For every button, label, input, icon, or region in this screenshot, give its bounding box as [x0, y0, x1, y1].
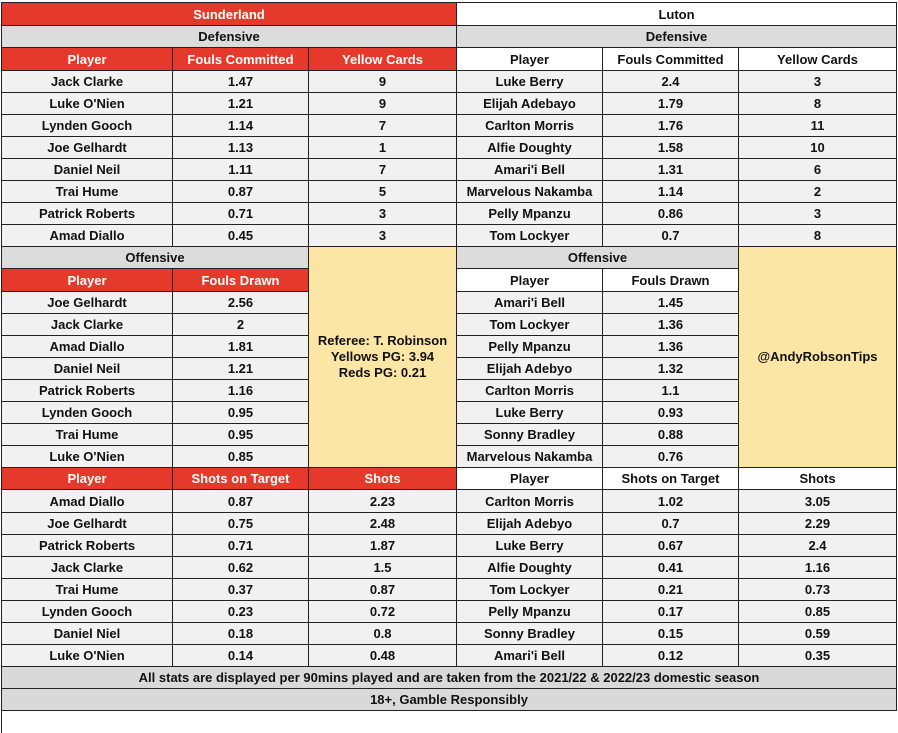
away-shots-sot: 1.02 — [603, 490, 739, 513]
away-def-yellows: 10 — [739, 137, 897, 159]
away-off-player: Carlton Morris — [457, 380, 603, 402]
away-shots-player: Tom Lockyer — [457, 579, 603, 601]
home-off-player: Joe Gelhardt — [2, 292, 173, 314]
home-shots-sot: 0.23 — [173, 601, 309, 623]
away-def-header-fouls: Fouls Committed — [603, 48, 739, 71]
home-off-drawn: 1.16 — [173, 380, 309, 402]
home-shots-shots: 0.8 — [309, 623, 457, 645]
away-off-header-player: Player — [457, 269, 603, 292]
away-off-drawn: 0.76 — [603, 446, 739, 468]
away-def-player: Marvelous Nakamba — [457, 181, 603, 203]
home-shots-shots: 0.48 — [309, 645, 457, 667]
away-off-player: Sonny Bradley — [457, 424, 603, 446]
home-def-fouls: 1.11 — [173, 159, 309, 181]
away-shots-player: Amari'i Bell — [457, 645, 603, 667]
home-shots-header-sot: Shots on Target — [173, 468, 309, 490]
home-def-header-yellows: Yellow Cards — [309, 48, 457, 71]
away-shots-player: Alfie Doughty — [457, 557, 603, 579]
home-def-yellows: 5 — [309, 181, 457, 203]
away-def-player: Pelly Mpanzu — [457, 203, 603, 225]
home-shots-player: Daniel Niel — [2, 623, 173, 645]
away-def-yellows: 2 — [739, 181, 897, 203]
away-off-drawn: 0.88 — [603, 424, 739, 446]
away-def-fouls: 1.31 — [603, 159, 739, 181]
home-off-player: Amad Diallo — [2, 336, 173, 358]
away-def-fouls: 2.4 — [603, 71, 739, 93]
home-def-fouls: 0.71 — [173, 203, 309, 225]
referee-yellows: Yellows PG: 3.94 — [330, 349, 435, 364]
away-def-fouls: 1.79 — [603, 93, 739, 115]
referee-reds: Reds PG: 0.21 — [338, 365, 427, 380]
home-shots-shots: 2.48 — [309, 513, 457, 535]
away-off-player: Tom Lockyer — [457, 314, 603, 336]
away-def-player: Alfie Doughty — [457, 137, 603, 159]
home-off-drawn: 2 — [173, 314, 309, 336]
home-shots-shots: 1.5 — [309, 557, 457, 579]
away-def-fouls: 0.86 — [603, 203, 739, 225]
away-off-drawn: 1.45 — [603, 292, 739, 314]
away-off-player: Amari'i Bell — [457, 292, 603, 314]
away-shots-sot: 0.15 — [603, 623, 739, 645]
home-shots-player: Trai Hume — [2, 579, 173, 601]
home-off-header-drawn: Fouls Drawn — [173, 269, 309, 292]
home-off-player: Lynden Gooch — [2, 402, 173, 424]
away-def-yellows: 8 — [739, 93, 897, 115]
home-shots-sot: 0.75 — [173, 513, 309, 535]
home-def-fouls: 1.14 — [173, 115, 309, 137]
home-off-drawn: 0.95 — [173, 424, 309, 446]
home-shots-player: Amad Diallo — [2, 490, 173, 513]
away-def-player: Elijah Adebayo — [457, 93, 603, 115]
home-def-player: Patrick Roberts — [2, 203, 173, 225]
away-shots-shots: 0.59 — [739, 623, 897, 645]
away-shots-header-shots: Shots — [739, 468, 897, 490]
home-shots-player: Joe Gelhardt — [2, 513, 173, 535]
home-defensive-title: Defensive — [2, 26, 457, 48]
away-def-yellows: 3 — [739, 71, 897, 93]
away-shots-shots: 3.05 — [739, 490, 897, 513]
away-off-drawn: 1.1 — [603, 380, 739, 402]
away-off-drawn: 0.93 — [603, 402, 739, 424]
away-def-player: Luke Berry — [457, 71, 603, 93]
away-shots-sot: 0.21 — [603, 579, 739, 601]
away-def-header-yellows: Yellow Cards — [739, 48, 897, 71]
home-shots-sot: 0.37 — [173, 579, 309, 601]
home-shots-header-player: Player — [2, 468, 173, 490]
away-def-header-player: Player — [457, 48, 603, 71]
home-off-drawn: 0.85 — [173, 446, 309, 468]
home-def-yellows: 1 — [309, 137, 457, 159]
away-defensive-title: Defensive — [457, 26, 897, 48]
away-def-fouls: 0.7 — [603, 225, 739, 247]
away-shots-sot: 0.12 — [603, 645, 739, 667]
home-offensive-title: Offensive — [2, 247, 309, 269]
away-off-drawn: 1.36 — [603, 336, 739, 358]
away-def-yellows: 8 — [739, 225, 897, 247]
home-shots-sot: 0.71 — [173, 535, 309, 557]
away-shots-sot: 0.41 — [603, 557, 739, 579]
home-def-fouls: 1.47 — [173, 71, 309, 93]
away-offensive-title: Offensive — [457, 247, 739, 269]
home-def-player: Jack Clarke — [2, 71, 173, 93]
home-def-fouls: 0.87 — [173, 181, 309, 203]
away-off-header-drawn: Fouls Drawn — [603, 269, 739, 292]
home-def-player: Lynden Gooch — [2, 115, 173, 137]
away-off-player: Pelly Mpanzu — [457, 336, 603, 358]
home-def-header-player: Player — [2, 48, 173, 71]
footer-note: All stats are displayed per 90mins played and are taken from the 2021/22 & 2022/23 domestic season — [2, 667, 897, 689]
home-off-player: Trai Hume — [2, 424, 173, 446]
away-shots-player: Pelly Mpanzu — [457, 601, 603, 623]
home-shots-sot: 0.87 — [173, 490, 309, 513]
referee-box — [309, 247, 457, 468]
away-def-fouls: 1.76 — [603, 115, 739, 137]
home-off-player: Jack Clarke — [2, 314, 173, 336]
home-shots-sot: 0.62 — [173, 557, 309, 579]
away-shots-player: Sonny Bradley — [457, 623, 603, 645]
home-def-yellows: 3 — [309, 225, 457, 247]
away-shots-sot: 0.67 — [603, 535, 739, 557]
home-def-yellows: 9 — [309, 71, 457, 93]
away-def-yellows: 3 — [739, 203, 897, 225]
home-shots-sot: 0.18 — [173, 623, 309, 645]
away-shots-sot: 0.17 — [603, 601, 739, 623]
away-shots-player: Luke Berry — [457, 535, 603, 557]
home-off-drawn: 1.81 — [173, 336, 309, 358]
away-shots-shots: 0.85 — [739, 601, 897, 623]
home-def-yellows: 9 — [309, 93, 457, 115]
home-def-yellows: 7 — [309, 159, 457, 181]
home-shots-sot: 0.14 — [173, 645, 309, 667]
home-def-player: Amad Diallo — [2, 225, 173, 247]
home-off-header-player: Player — [2, 269, 173, 292]
away-shots-player: Carlton Morris — [457, 490, 603, 513]
away-def-player: Tom Lockyer — [457, 225, 603, 247]
home-def-header-fouls: Fouls Committed — [173, 48, 309, 71]
handle-box: @AndyRobsonTips — [739, 247, 897, 468]
home-team-title: Sunderland — [2, 3, 457, 26]
away-off-player: Luke Berry — [457, 402, 603, 424]
away-off-player: Elijah Adebyo — [457, 358, 603, 380]
away-shots-shots: 0.35 — [739, 645, 897, 667]
home-shots-shots: 1.87 — [309, 535, 457, 557]
home-shots-shots: 0.87 — [309, 579, 457, 601]
away-def-fouls: 1.14 — [603, 181, 739, 203]
home-def-yellows: 3 — [309, 203, 457, 225]
home-def-fouls: 0.45 — [173, 225, 309, 247]
home-shots-shots: 2.23 — [309, 490, 457, 513]
away-def-yellows: 11 — [739, 115, 897, 137]
away-off-drawn: 1.32 — [603, 358, 739, 380]
home-shots-shots: 0.72 — [309, 601, 457, 623]
home-shots-player: Jack Clarke — [2, 557, 173, 579]
footer-disclaimer: 18+, Gamble Responsibly — [2, 689, 897, 711]
referee-name: Referee: T. Robinson — [317, 333, 448, 348]
away-def-yellows: 6 — [739, 159, 897, 181]
home-off-drawn: 0.95 — [173, 402, 309, 424]
away-team-title: Luton — [457, 3, 897, 26]
home-off-player: Daniel Neil — [2, 358, 173, 380]
home-def-player: Luke O'Nien — [2, 93, 173, 115]
home-def-player: Daniel Neil — [2, 159, 173, 181]
away-shots-shots: 2.4 — [739, 535, 897, 557]
home-shots-header-shots: Shots — [309, 468, 457, 490]
home-def-fouls: 1.21 — [173, 93, 309, 115]
home-off-player: Luke O'Nien — [2, 446, 173, 468]
home-def-player: Joe Gelhardt — [2, 137, 173, 159]
away-shots-shots: 2.29 — [739, 513, 897, 535]
away-shots-player: Elijah Adebyo — [457, 513, 603, 535]
away-def-player: Carlton Morris — [457, 115, 603, 137]
home-def-player: Trai Hume — [2, 181, 173, 203]
away-shots-header-player: Player — [457, 468, 603, 490]
away-shots-shots: 1.16 — [739, 557, 897, 579]
home-off-drawn: 2.56 — [173, 292, 309, 314]
home-shots-player: Lynden Gooch — [2, 601, 173, 623]
stats-grid — [1, 2, 897, 733]
away-def-player: Amari'i Bell — [457, 159, 603, 181]
away-shots-shots: 0.73 — [739, 579, 897, 601]
home-shots-player: Luke O'Nien — [2, 645, 173, 667]
away-off-drawn: 1.36 — [603, 314, 739, 336]
home-def-yellows: 7 — [309, 115, 457, 137]
away-shots-header-sot: Shots on Target — [603, 468, 739, 490]
away-def-fouls: 1.58 — [603, 137, 739, 159]
home-def-fouls: 1.13 — [173, 137, 309, 159]
home-off-player: Patrick Roberts — [2, 380, 173, 402]
home-shots-player: Patrick Roberts — [2, 535, 173, 557]
away-shots-sot: 0.7 — [603, 513, 739, 535]
home-off-drawn: 1.21 — [173, 358, 309, 380]
away-off-player: Marvelous Nakamba — [457, 446, 603, 468]
